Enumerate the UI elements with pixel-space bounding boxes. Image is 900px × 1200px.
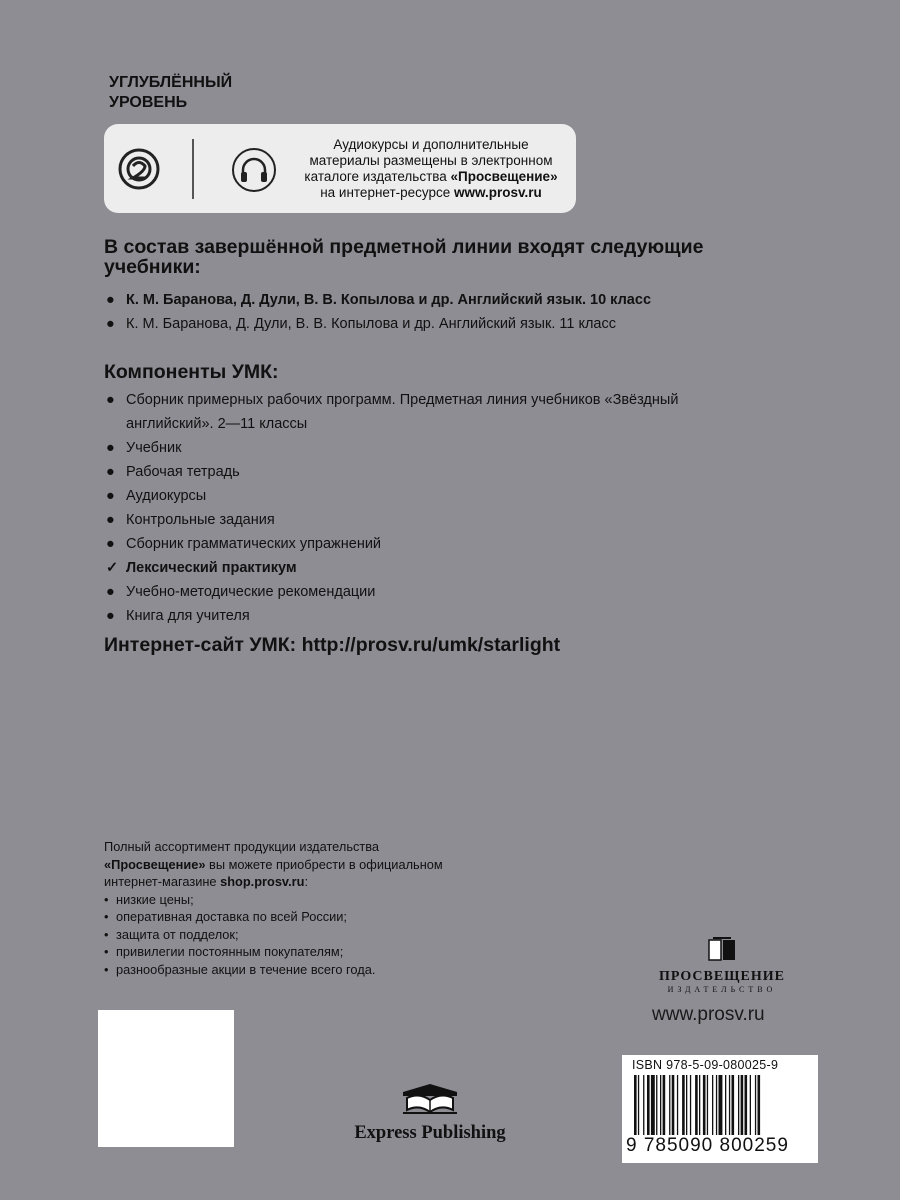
list-item: • привилегии постоянным покупателям; xyxy=(104,944,344,959)
bullet-icon: ● xyxy=(106,608,115,624)
bullet-icon: ● xyxy=(106,440,115,456)
prosv-link[interactable]: www.prosv.ru xyxy=(454,185,542,200)
level-line-1: УГЛУБЛЁННЫЙ xyxy=(109,74,233,91)
list-item: ● Аудиокурсы xyxy=(104,484,804,508)
express-publishing-logo xyxy=(340,1082,520,1144)
list-item: • разнообразные акции в течение всего года. xyxy=(104,961,376,977)
bullet-icon: ● xyxy=(106,488,115,504)
level-label xyxy=(109,73,232,113)
resources-info-box xyxy=(104,124,576,213)
umk-website-link[interactable]: Интернет-сайт УМК: http://prosv.ru/umk/starlight xyxy=(104,634,561,656)
components-list xyxy=(104,388,804,628)
bullet-icon: • xyxy=(104,891,109,907)
list-item: ● Сборник грамматических упражнений xyxy=(104,532,804,556)
isbn-number: ISBN 978-5-09-080025-9 xyxy=(632,1058,779,1072)
barcode-bars xyxy=(634,1075,810,1143)
list-item: ● Учебно-методические рекомендации xyxy=(104,580,804,604)
publisher-name: ПРОСВЕЩЕНИЕ xyxy=(658,969,786,984)
bullet-icon: ● xyxy=(106,536,115,552)
bullet-icon: • xyxy=(104,909,109,924)
list-item: ● К. М. Баранова, Д. Дули, В. В. Копылова и др. Английский язык. 11 класс xyxy=(104,312,804,336)
publisher-url[interactable]: www.prosv.ru xyxy=(652,1004,765,1025)
textbook-line-heading: В состав завершённой предметной линии входят следующие учебники: xyxy=(104,236,704,278)
express-book-emblem-icon xyxy=(399,1082,461,1116)
list-item-checked: ✓ Лексический практикум xyxy=(104,556,804,580)
isbn-barcode xyxy=(622,1055,818,1163)
list-item: ● Сборник примерных рабочих программ. Предметная линия учебников «Звёздный английский». 2—11 классы xyxy=(104,388,726,436)
blank-sticker-area xyxy=(98,1010,234,1147)
bullet-icon: ● xyxy=(106,292,115,308)
level-line-2: УРОВЕНЬ xyxy=(109,94,188,111)
bullet-icon: • xyxy=(104,926,109,942)
bullet-icon: ● xyxy=(106,584,115,600)
bullet-icon: ● xyxy=(106,512,115,528)
list-item: ● Учебник xyxy=(104,436,804,460)
list-item: • низкие цены; xyxy=(104,891,194,907)
components-heading: Компоненты УМК: xyxy=(104,361,279,383)
info-separator xyxy=(192,139,194,199)
publisher-subtitle: ИЗДАТЕЛЬСТВО xyxy=(667,985,777,994)
list-item: ● К. М. Баранова, Д. Дули, В. В. Копылова и др. Английский язык. 10 класс xyxy=(104,288,804,312)
list-item: ● Рабочая тетрадь xyxy=(104,460,804,484)
publisher-logo xyxy=(652,936,792,1002)
list-item: ● Контрольные задания xyxy=(104,508,804,532)
barcode-digits: 9 785090 800259 xyxy=(626,1135,789,1156)
shop-info: Полный ассортимент продукции издательства «Просвещение» вы можете приобрести в официальном интернет-магазине shop.prosv.ru: • низкие цены; • оперативная доставка по всей России; • защита от подделок; • привилегии постоянным покупателям; • разнообразные акции в течение всего года. xyxy=(104,838,584,978)
list-item: • защита от подделок; xyxy=(104,926,239,942)
publisher-name-bold: «Просвещение» xyxy=(450,169,558,184)
bullet-icon: • xyxy=(104,944,109,959)
checkmark-icon: ✓ xyxy=(106,560,119,576)
bullet-icon: ● xyxy=(106,392,115,408)
bullet-icon: ● xyxy=(106,316,115,332)
shop-link[interactable]: shop.prosv.ru xyxy=(220,874,305,889)
bullet-icon: • xyxy=(104,961,109,977)
e-catalog-logo-icon xyxy=(116,146,162,192)
list-item: • оперативная доставка по всей России; xyxy=(104,909,347,924)
resources-info-text: Аудиокурсы и дополнительные материалы размещены в электронном каталоге издательства «Просвещение» на интернет-ресурсе www.prosv.ru xyxy=(304,137,558,200)
textbook-list xyxy=(104,288,804,336)
publisher-emblem-icon xyxy=(707,936,737,962)
headphones-icon xyxy=(231,147,277,193)
bullet-icon: ● xyxy=(106,464,115,480)
express-publishing-name: Express Publishing xyxy=(354,1123,506,1143)
list-item: ● Книга для учителя xyxy=(104,604,804,628)
